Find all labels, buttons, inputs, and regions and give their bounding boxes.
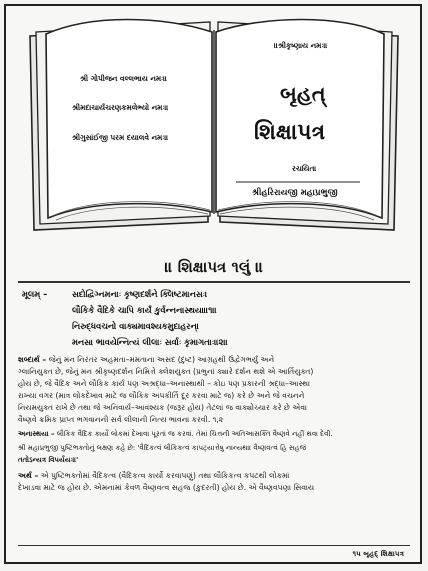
- shabdarth-line-1: જેનું મન નિરંતર અહમતા–મમતાના અસદ (દુષ્ટ) આગ્રહથી ઉદ્વેગભર્યું અને: [48, 355, 275, 364]
- verse-label: મૂલમ્ –: [22, 289, 48, 299]
- anasthaya-paragraph: [18, 428, 410, 440]
- left-page-line-1: શ્રી ગોપીજન વલ્લભાય નમઃ॥: [80, 74, 168, 83]
- heading-divider: [18, 281, 410, 283]
- verse-line-2: લૌકિકે વૈદિકે ચાપિ કાર્યં કુર્વન્નનાસ્થયા॥૧॥: [72, 305, 217, 315]
- book-illustration: [22, 6, 405, 235]
- open-book-drawing: [22, 6, 405, 235]
- shabdarth-line-3: હોય છે, જે વૈદિક અને લૌકિક કાર્ય પણ અશ્રદ્ધા–અનાસ્થાથી – કોઇ પણ પ્રકારની શ્રદ્ધા–આસ્થા: [18, 379, 310, 388]
- author-name: શ્રીહરિરાયજી મહાપ્રભુજી: [252, 188, 338, 198]
- arth-line-2: દેખાડવા માટે જ હોય છે. એમનામાં કેવળ વૈષ્ણવત્વ સહજ (કુદરતી) હોય છે. એ વૈષ્ણવપણા સિવાય: [18, 483, 315, 492]
- shabdarth-line-5: નિયમયુક્ત રાખે છે તથા જે અનિવાર્ય–આવશ્યક (જરૂર હોય) તેટલાં જ વાક્યોચ્ચાર કરે છે એવા: [18, 403, 307, 412]
- book-title-line-2: શિક્ષાપત્ર: [254, 120, 326, 145]
- quote-paragraph: [18, 442, 410, 466]
- verse-line-1: સદોદ્વિગ્નમનાઃ કૃષ્ણદર્શને ક્લિષ્ટમાનસઃ।: [72, 289, 208, 299]
- anasthaya-label: અનાસ્થયા –: [18, 430, 55, 438]
- left-page-line-3: શ્રીગુસાંઈજી પરમ દયાલવે નમઃ॥: [72, 133, 169, 142]
- shabdarth-line-6: વૈષ્ણવે ક્રમિક પ્રાપ્ત ભગવાનની સર્વ લીલાની નિત્ય ભાવના કરવી. ૧,૨: [18, 415, 224, 424]
- arth-paragraph: [18, 470, 410, 494]
- shabdarth-line-2: ગ્લાનિયુક્ત છે, જેનું મન શ્રીકૃષ્ણદર્શન નિમિત્તે ક્લેશયુક્ત (પ્રભુનાં ક્યારે દર્શન થશે એ આર્તિયુક્ત): [18, 367, 314, 376]
- invocation-text: ॥શ્રીકૃષ્ણાય નમઃ॥: [274, 41, 328, 50]
- quote-line-1: શ્રી મહાપ્રભુજી પુષ્ટિભક્તોનું લક્ષણ કહે છે: 'વૈદિકત્વં લૌકિકત્વં કાપટ્યાત્તેષુ નાન્યથા। વૈષ્ણવત્વં હિ સહજં: [18, 444, 307, 452]
- footer-divider: [18, 545, 410, 546]
- shabdarth-paragraph: [18, 354, 410, 426]
- left-page-line-2: શ્રીમદાચાર્યચરણકમલેભ્યો નમઃ॥: [72, 103, 169, 112]
- shabdarth-label: શબ્દાર્થ –: [18, 355, 47, 364]
- arth-line-1: એ પુષ્ટિભક્તોમાં વૈદિકત્વ (વૈદિકત્વ કાર્યો કરવાપણું) તથા લૌકિકત્વ કપટથી લોકમાં: [40, 471, 290, 480]
- book-title-line-1: બૃહત્: [280, 82, 326, 106]
- page-footer: ૧૫ બૃહદ્ શિક્ષાપત્ર: [352, 549, 404, 558]
- shabdarth-line-4: રાખ્યા વગર (માત્ર લોકદેખાવ માટે જ લૌકિક અપકીર્તિ દૂર કરવા માટે જ) કરે છે અને જે વચનને: [18, 391, 305, 400]
- anasthaya-text: લૌકિક વૈદિક કાર્યો લોકમાં દેખાવા પૂરતાં જ કરવાં. તેમાં ચિત્તની અતિઆસક્તિ વૈષ્ણવે નહીં થવા દેવી.: [56, 430, 333, 438]
- quote-line-2: તતોઽન્યત્ર વિપર્યયઃ॥': [18, 456, 79, 464]
- author-label: રચયિતા: [292, 164, 317, 173]
- chapter-heading: ॥ શિક્ષાપત્ર ૧લું ॥: [164, 258, 264, 276]
- arth-label: અર્થ –: [18, 471, 39, 480]
- verse-line-4: મનસા ભાવયેન્નિત્યં લીલાઃ સર્વાઃ કૃમાગતાઃ॥૨॥: [72, 337, 228, 347]
- verse-line-3: નિરુદ્ધવચનો વાક્યમાવશ્યકમુદાહરન્।: [72, 321, 199, 331]
